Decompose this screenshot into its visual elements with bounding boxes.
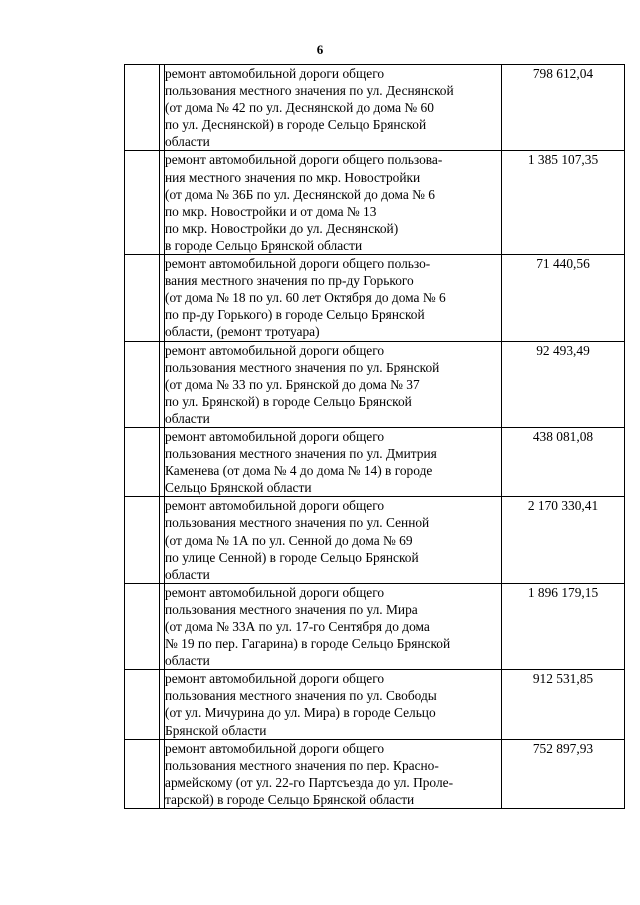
description-line: ремонт автомобильной дороги общего	[165, 584, 385, 600]
row-number-cell	[125, 65, 160, 151]
description-line: (от дома № 18 по ул. 60 лет Октября до дома № 6	[165, 290, 446, 306]
amount-cell: 2 170 330,41	[502, 497, 625, 583]
description-line: пользования местного значения по ул. Дмитрия	[165, 446, 437, 462]
description-line: области	[165, 410, 210, 426]
description-line: Брянской области	[165, 722, 267, 738]
description-line: (от дома № 1А по ул. Сенной до дома № 69	[165, 532, 413, 548]
description-line: по мкр. Новостройки до ул. Деснянской)	[165, 220, 399, 236]
description-line: армейскому (от ул. 22-го Партсъезда до ул. Проле-	[165, 774, 454, 790]
work-description-cell	[165, 255, 502, 341]
row-number-cell	[125, 427, 160, 496]
description-line: (от дома № 36Б по ул. Деснянской до дома № 6	[165, 186, 435, 202]
description-line: по мкр. Новостройки и от дома № 13	[165, 203, 377, 219]
description-line: ремонт автомобильной дороги общего	[165, 66, 385, 81]
description-line: по пр-ду Горького) в городе Сельцо Брянской	[165, 307, 425, 323]
description-line: пользования местного значения по ул. Брянской	[165, 359, 440, 375]
description-line: пользования местного значения по пер. Красно-	[165, 757, 439, 773]
description-line: (от дома № 33А по ул. 17-го Сентября до дома	[165, 619, 430, 634]
description-line: области	[165, 134, 210, 150]
description-line: ремонт автомобильной дороги общего	[165, 498, 385, 514]
amount-cell: 71 440,56	[502, 255, 625, 341]
work-description-cell	[165, 670, 502, 739]
table-row	[125, 739, 625, 808]
amount-cell: 92 493,49	[502, 341, 625, 427]
work-description-cell	[165, 427, 502, 496]
table-row	[125, 583, 625, 669]
description-line: ремонт автомобильной дороги общего	[165, 428, 385, 444]
table-row	[125, 255, 625, 341]
description-line: пользования местного значения по ул. Мира	[165, 601, 418, 617]
description-line: (от ул. Мичурина до ул. Мира) в городе Сельцо	[165, 705, 436, 721]
description-line: Каменева (от дома № 4 до дома № 14) в городе	[165, 463, 433, 479]
description-line: пользования местного значения по ул. Сенной	[165, 515, 430, 531]
description-line: (от дома № 33 по ул. Брянской до дома № 37	[165, 376, 420, 392]
row-number-cell	[125, 670, 160, 739]
description-line: по ул. Деснянской) в городе Сельцо Брянской	[165, 117, 427, 133]
row-number-cell	[125, 739, 160, 808]
row-number-cell	[125, 151, 160, 255]
amount-cell: 1 385 107,35	[502, 151, 625, 255]
row-number-cell	[125, 255, 160, 341]
description-line: в городе Сельцо Брянской области	[165, 237, 363, 253]
work-description-cell	[165, 497, 502, 583]
description-line: области	[165, 653, 210, 669]
description-line: по ул. Брянской) в городе Сельцо Брянской	[165, 393, 412, 409]
row-number-cell	[125, 341, 160, 427]
description-line: № 19 по пер. Гагарина) в городе Сельцо Брянской	[165, 636, 451, 652]
description-line: области	[165, 566, 210, 582]
works-table	[124, 64, 625, 809]
table-row	[125, 427, 625, 496]
description-line: ремонт автомобильной дороги общего пользова-	[165, 152, 443, 168]
table-row	[125, 151, 625, 255]
amount-cell: 798 612,04	[502, 65, 625, 151]
table-row	[125, 341, 625, 427]
description-line: ремонт автомобильной дороги общего	[165, 342, 385, 358]
works-table-body	[125, 65, 625, 809]
work-description-cell	[165, 151, 502, 255]
amount-cell: 752 897,93	[502, 739, 625, 808]
work-description-cell	[165, 341, 502, 427]
description-line: пользования местного значения по ул. Свободы	[165, 688, 437, 704]
description-line: ния местного значения по мкр. Новостройки	[165, 169, 421, 185]
work-description-cell	[165, 739, 502, 808]
description-line: ремонт автомобильной дороги общего	[165, 740, 385, 756]
row-number-cell	[125, 583, 160, 669]
description-line: по улице Сенной) в городе Сельцо Брянской	[165, 549, 419, 565]
page-number: 6	[316, 42, 324, 57]
description-line: области, (ремонт тротуара)	[165, 324, 320, 340]
description-line: Сельцо Брянской области	[165, 480, 312, 496]
table-row	[125, 497, 625, 583]
description-line: вания местного значения по пр-ду Горького	[165, 273, 414, 289]
description-line: ремонт автомобильной дороги общего	[165, 671, 385, 687]
table-row	[125, 65, 625, 151]
description-line: ремонт автомобильной дороги общего пользо-	[165, 256, 431, 272]
amount-cell: 438 081,08	[502, 427, 625, 496]
description-line: тарской) в городе Сельцо Брянской области	[165, 791, 415, 807]
work-description-cell	[165, 65, 502, 151]
work-description-cell	[165, 583, 502, 669]
row-number-cell	[125, 497, 160, 583]
amount-cell: 912 531,85	[502, 670, 625, 739]
description-line: пользования местного значения по ул. Деснянской	[165, 83, 454, 99]
table-row	[125, 670, 625, 739]
amount-cell: 1 896 179,15	[502, 583, 625, 669]
description-line: (от дома № 42 по ул. Деснянской до дома № 60	[165, 100, 434, 116]
